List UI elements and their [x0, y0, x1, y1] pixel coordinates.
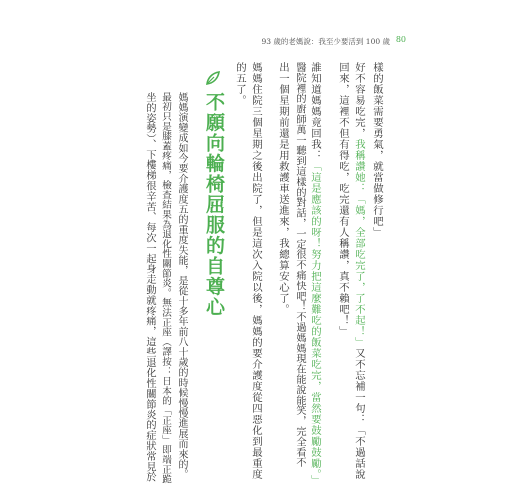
text-column-8	[249, 62, 263, 480]
column-text: 誰知道媽媽竟回我：	[309, 62, 321, 161]
running-head: 93 歲的老媽說：我至少要活到 100 歲	[261, 37, 390, 46]
column-text: 回來，這裡不但有得吃，吃完還有人稱讚，真不賴吧！」	[337, 62, 349, 337]
text-column-5	[308, 62, 322, 486]
body-column-2	[158, 92, 172, 484]
column-text: 出一個星期前還是用救護車送進來，我總算安心了。	[277, 62, 289, 315]
page-number: 80	[395, 35, 406, 44]
text-column-3	[336, 62, 350, 337]
text-column-1	[370, 62, 384, 238]
highlighted-dialogue: 我稱讚她：「媽，全部吃完了，了不起！」	[353, 139, 365, 348]
column-text: 醫院裡的廚師萬一聽到這樣的對話，一定很不痛快吧！不過媽媽現在能說能笑，完全看不	[294, 62, 305, 468]
column-text: 樣的飯菜需要勇氣，就當做修行吧」	[371, 62, 383, 238]
column-text: 的五了。	[234, 62, 246, 106]
column-text: 坐的姿勢）、下樓梯很辛苦、每次一起身走動就疼痛，這些退化性關節炎的症狀常見於	[144, 92, 155, 483]
text-column-2	[352, 62, 366, 480]
text-column-7	[276, 62, 290, 315]
text-column-6	[292, 62, 306, 468]
body-column-1	[174, 92, 188, 480]
column-text: 好不容易吃完，	[353, 62, 365, 139]
highlighted-dialogue: 「這是應該的呀！努力把這麼難吃的飯菜吃完，當然要鼓勵鼓勵。」	[309, 161, 321, 486]
leaf-icon	[205, 70, 221, 86]
column-text: 又不忘補一句：「不過話說	[353, 348, 365, 480]
body-column-3	[142, 92, 156, 482]
column-text: 媽媽住院三個星期之後出院了，但是這次入院以後，媽媽的要介護度從四惡化到最重度	[250, 62, 262, 480]
column-text: 最初只是膝蓋疼痛，檢查結果為退化性關節炎。無法正座（譯按：日本的「正座」即端正跪	[160, 92, 171, 484]
section-heading: 不願向輪椅屈服的自尊心	[203, 92, 225, 318]
text-column-9	[233, 62, 247, 106]
column-text: 媽媽演變成如今要介護度五的重度失能，是從十多年前八十歲的時候慢慢進展而來的。	[176, 92, 187, 480]
